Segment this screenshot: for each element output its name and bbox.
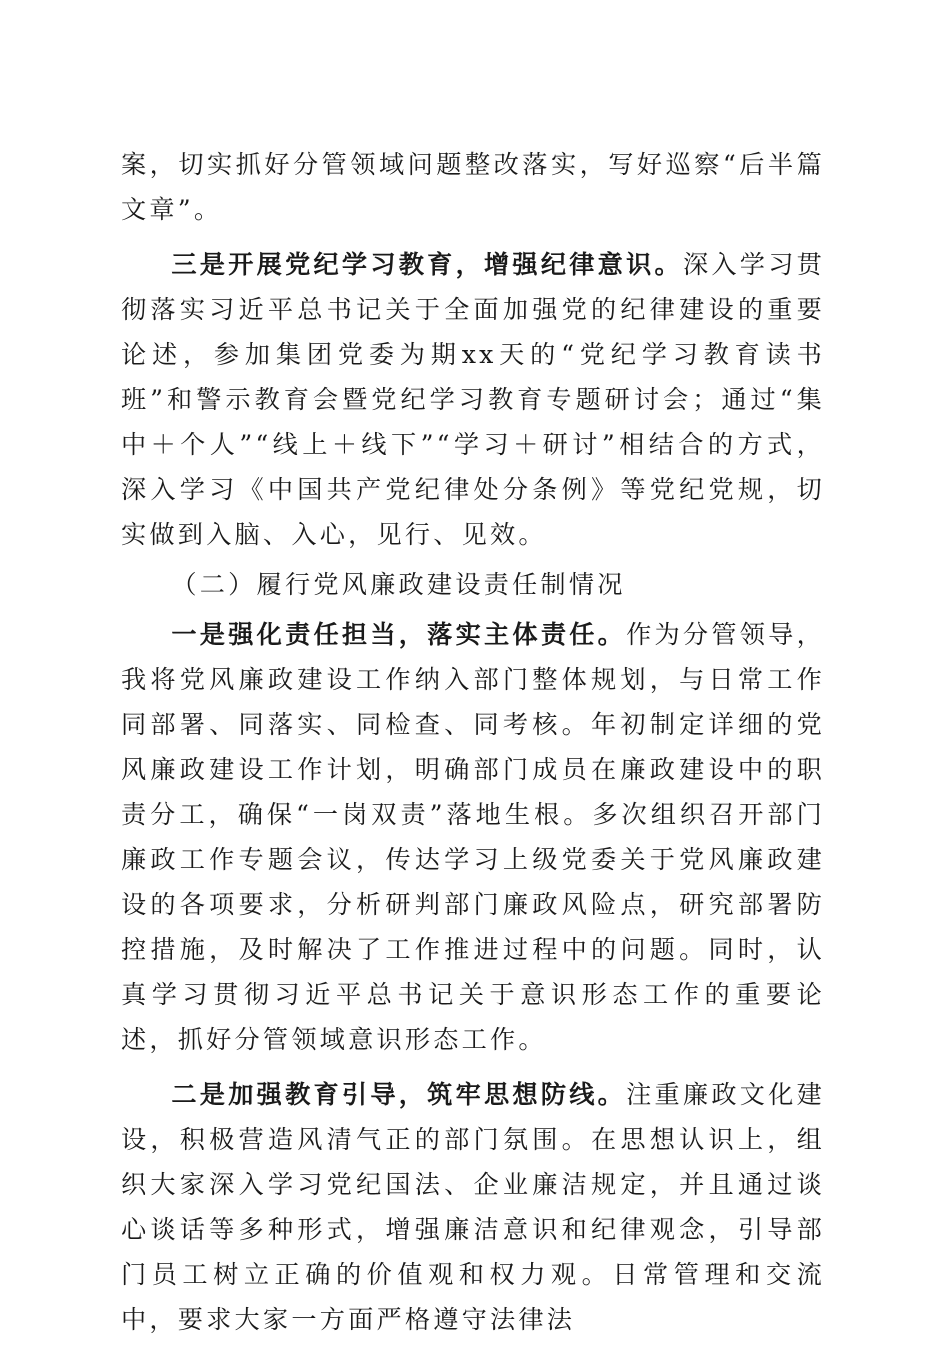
- paragraph-text: 注重廉政文化建设，积极营造风清气正的部门氛围。在思想认识上，组织大家深入学习党纪国法、企业廉洁规定，并且通过谈心谈话等多种形式，增强廉洁意识和纪律观念，引导部门员工树立正确的价值观和权力观。日常管理和交流中，要求大家一方面严格遵守法律法: [121, 1080, 825, 1334]
- paragraph-text: 作为分管领导，我将党风廉政建设工作纳入部门整体规划，与日常工作同部署、同落实、同检查、同考核。年初制定详细的党风廉政建设工作计划，明确部门成员在廉政建设中的职责分工，确保“一岗双责”落地生根。多次组织召开部门廉政工作专题会议，传达学习上级党委关于党风廉政建设的各项要求，分析研判部门廉政风险点，研究部署防控措施，及时解决了工作推进过程中的问题。同时，认真学习贯彻习近平总书记关于意识形态工作的重要论述，抓好分管领域意识形态工作。: [121, 620, 825, 1054]
- paragraph-lead: 三是开展党纪学习教育，增强纪律意识。: [171, 249, 683, 279]
- paragraph-party-discipline-education: [121, 242, 825, 557]
- paragraph-education-guidance: [121, 1072, 825, 1342]
- paragraph-continued: [121, 142, 825, 232]
- paragraph-text: 案，切实抓好分管领域问题整改落实，写好巡察“后半篇文章”。: [121, 150, 825, 224]
- paragraph-responsibility: [121, 612, 825, 1062]
- paragraph-text: 深入学习贯彻落实习近平总书记关于全面加强党的纪律建设的重要论述，参加集团党委为期xx天的“党纪学习教育读书班”和警示教育会暨党纪学习教育专题研讨会；通过“集中＋个人”“线上＋线下”“学习＋研讨”相结合的方式，深入学习《中国共产党纪律处分条例》等党纪党规，切实做到入脑、入心，见行、见效。: [121, 250, 825, 549]
- paragraph-lead: 一是强化责任担当，落实主体责任。: [171, 619, 627, 649]
- paragraph-lead: 二是加强教育引导，筑牢思想防线。: [171, 1079, 627, 1109]
- document-body: [121, 142, 825, 1352]
- section-heading: （二）履行党风廉政建设责任制情况: [171, 570, 626, 599]
